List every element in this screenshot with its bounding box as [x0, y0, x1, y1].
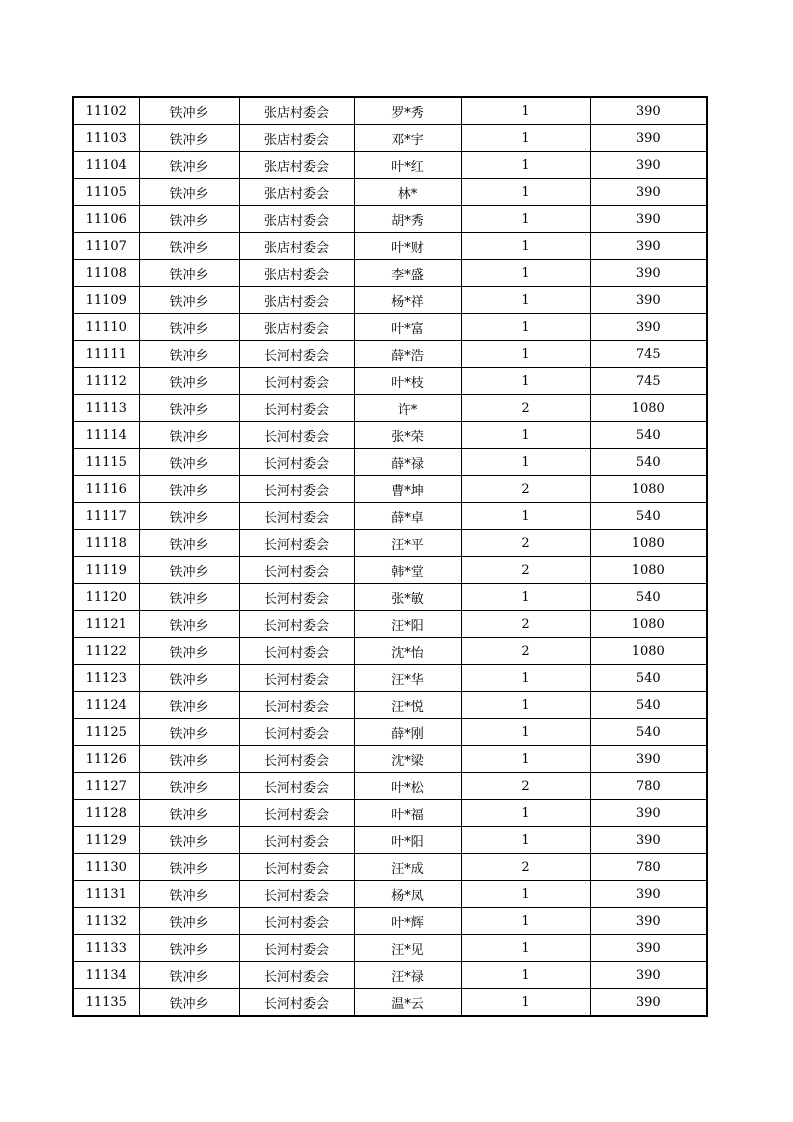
amount-cell: 540	[590, 692, 707, 719]
table-row	[73, 584, 707, 611]
table-row	[73, 557, 707, 584]
amount-cell: 540	[590, 422, 707, 449]
serial-number-cell: 11117	[73, 503, 139, 530]
count-cell: 1	[461, 584, 590, 611]
count-cell: 1	[461, 368, 590, 395]
count-cell: 1	[461, 827, 590, 854]
table-row	[73, 638, 707, 665]
village-committee-cell: 长河村委会	[239, 908, 354, 935]
amount-cell: 540	[590, 503, 707, 530]
village-committee-cell: 长河村委会	[239, 827, 354, 854]
amount-cell: 390	[590, 287, 707, 314]
township-cell: 铁冲乡	[139, 962, 239, 989]
name-cell: 叶*辉	[354, 908, 461, 935]
serial-number-cell: 11135	[73, 989, 139, 1017]
name-cell: 汪*禄	[354, 962, 461, 989]
township-cell: 铁冲乡	[139, 881, 239, 908]
count-cell: 2	[461, 395, 590, 422]
table-row	[73, 665, 707, 692]
name-cell: 温*云	[354, 989, 461, 1017]
table-row	[73, 746, 707, 773]
table-row	[73, 719, 707, 746]
table-row	[73, 260, 707, 287]
table-row	[73, 530, 707, 557]
name-cell: 薛*卓	[354, 503, 461, 530]
amount-cell: 390	[590, 935, 707, 962]
village-committee-cell: 长河村委会	[239, 395, 354, 422]
township-cell: 铁冲乡	[139, 206, 239, 233]
township-cell: 铁冲乡	[139, 287, 239, 314]
name-cell: 胡*秀	[354, 206, 461, 233]
name-cell: 叶*福	[354, 800, 461, 827]
name-cell: 汪*华	[354, 665, 461, 692]
amount-cell: 540	[590, 719, 707, 746]
serial-number-cell: 11120	[73, 584, 139, 611]
count-cell: 1	[461, 449, 590, 476]
name-cell: 罗*秀	[354, 97, 461, 125]
name-cell: 汪*阳	[354, 611, 461, 638]
name-cell: 叶*红	[354, 152, 461, 179]
count-cell: 1	[461, 179, 590, 206]
data-table	[72, 96, 708, 1017]
name-cell: 林*	[354, 179, 461, 206]
township-cell: 铁冲乡	[139, 989, 239, 1017]
name-cell: 叶*阳	[354, 827, 461, 854]
township-cell: 铁冲乡	[139, 314, 239, 341]
name-cell: 张*荣	[354, 422, 461, 449]
amount-cell: 540	[590, 665, 707, 692]
serial-number-cell: 11118	[73, 530, 139, 557]
table-row	[73, 773, 707, 800]
serial-number-cell: 11123	[73, 665, 139, 692]
name-cell: 曹*坤	[354, 476, 461, 503]
count-cell: 2	[461, 773, 590, 800]
serial-number-cell: 11116	[73, 476, 139, 503]
township-cell: 铁冲乡	[139, 503, 239, 530]
township-cell: 铁冲乡	[139, 125, 239, 152]
village-committee-cell: 长河村委会	[239, 692, 354, 719]
table-row	[73, 476, 707, 503]
serial-number-cell: 11111	[73, 341, 139, 368]
name-cell: 薛*浩	[354, 341, 461, 368]
village-committee-cell: 长河村委会	[239, 665, 354, 692]
village-committee-cell: 长河村委会	[239, 341, 354, 368]
table-row	[73, 206, 707, 233]
name-cell: 汪*成	[354, 854, 461, 881]
township-cell: 铁冲乡	[139, 341, 239, 368]
table-row	[73, 962, 707, 989]
amount-cell: 540	[590, 584, 707, 611]
table-row	[73, 449, 707, 476]
village-committee-cell: 长河村委会	[239, 854, 354, 881]
village-committee-cell: 张店村委会	[239, 97, 354, 125]
table-row	[73, 287, 707, 314]
count-cell: 1	[461, 314, 590, 341]
table-row	[73, 908, 707, 935]
township-cell: 铁冲乡	[139, 179, 239, 206]
count-cell: 1	[461, 800, 590, 827]
serial-number-cell: 11121	[73, 611, 139, 638]
village-committee-cell: 长河村委会	[239, 476, 354, 503]
count-cell: 2	[461, 611, 590, 638]
amount-cell: 1080	[590, 530, 707, 557]
count-cell: 1	[461, 881, 590, 908]
count-cell: 2	[461, 638, 590, 665]
serial-number-cell: 11128	[73, 800, 139, 827]
name-cell: 叶*富	[354, 314, 461, 341]
township-cell: 铁冲乡	[139, 260, 239, 287]
serial-number-cell: 11131	[73, 881, 139, 908]
township-cell: 铁冲乡	[139, 557, 239, 584]
table-row	[73, 422, 707, 449]
township-cell: 铁冲乡	[139, 773, 239, 800]
name-cell: 沈*梁	[354, 746, 461, 773]
name-cell: 李*盛	[354, 260, 461, 287]
serial-number-cell: 11122	[73, 638, 139, 665]
township-cell: 铁冲乡	[139, 665, 239, 692]
amount-cell: 1080	[590, 395, 707, 422]
village-committee-cell: 长河村委会	[239, 800, 354, 827]
table-row	[73, 503, 707, 530]
serial-number-cell: 11112	[73, 368, 139, 395]
township-cell: 铁冲乡	[139, 395, 239, 422]
township-cell: 铁冲乡	[139, 530, 239, 557]
table-row	[73, 692, 707, 719]
table-row	[73, 395, 707, 422]
serial-number-cell: 11132	[73, 908, 139, 935]
count-cell: 2	[461, 557, 590, 584]
count-cell: 1	[461, 692, 590, 719]
name-cell: 邓*宇	[354, 125, 461, 152]
name-cell: 薛*刚	[354, 719, 461, 746]
serial-number-cell: 11133	[73, 935, 139, 962]
name-cell: 汪*见	[354, 935, 461, 962]
serial-number-cell: 11126	[73, 746, 139, 773]
serial-number-cell: 11119	[73, 557, 139, 584]
amount-cell: 390	[590, 152, 707, 179]
count-cell: 1	[461, 719, 590, 746]
name-cell: 韩*堂	[354, 557, 461, 584]
table-row	[73, 611, 707, 638]
count-cell: 2	[461, 854, 590, 881]
village-committee-cell: 长河村委会	[239, 530, 354, 557]
village-committee-cell: 长河村委会	[239, 638, 354, 665]
amount-cell: 1080	[590, 611, 707, 638]
village-committee-cell: 长河村委会	[239, 422, 354, 449]
count-cell: 1	[461, 962, 590, 989]
serial-number-cell: 11102	[73, 97, 139, 125]
name-cell: 叶*财	[354, 233, 461, 260]
amount-cell: 390	[590, 908, 707, 935]
village-committee-cell: 长河村委会	[239, 557, 354, 584]
village-committee-cell: 张店村委会	[239, 287, 354, 314]
name-cell: 许*	[354, 395, 461, 422]
table-row	[73, 179, 707, 206]
table-row	[73, 341, 707, 368]
amount-cell: 1080	[590, 557, 707, 584]
name-cell: 汪*平	[354, 530, 461, 557]
village-committee-cell: 长河村委会	[239, 449, 354, 476]
township-cell: 铁冲乡	[139, 719, 239, 746]
serial-number-cell: 11105	[73, 179, 139, 206]
serial-number-cell: 11109	[73, 287, 139, 314]
count-cell: 1	[461, 341, 590, 368]
table-row	[73, 97, 707, 125]
amount-cell: 780	[590, 854, 707, 881]
township-cell: 铁冲乡	[139, 854, 239, 881]
name-cell: 杨*凤	[354, 881, 461, 908]
count-cell: 1	[461, 746, 590, 773]
township-cell: 铁冲乡	[139, 638, 239, 665]
name-cell: 汪*悦	[354, 692, 461, 719]
village-committee-cell: 长河村委会	[239, 368, 354, 395]
count-cell: 1	[461, 422, 590, 449]
township-cell: 铁冲乡	[139, 97, 239, 125]
amount-cell: 390	[590, 827, 707, 854]
table-row	[73, 854, 707, 881]
village-committee-cell: 长河村委会	[239, 881, 354, 908]
count-cell: 1	[461, 503, 590, 530]
township-cell: 铁冲乡	[139, 368, 239, 395]
count-cell: 1	[461, 935, 590, 962]
count-cell: 1	[461, 989, 590, 1017]
amount-cell: 1080	[590, 476, 707, 503]
serial-number-cell: 11107	[73, 233, 139, 260]
amount-cell: 390	[590, 800, 707, 827]
count-cell: 2	[461, 476, 590, 503]
name-cell: 叶*枝	[354, 368, 461, 395]
table-row	[73, 368, 707, 395]
serial-number-cell: 11134	[73, 962, 139, 989]
serial-number-cell: 11104	[73, 152, 139, 179]
count-cell: 1	[461, 97, 590, 125]
serial-number-cell: 11114	[73, 422, 139, 449]
serial-number-cell: 11124	[73, 692, 139, 719]
village-committee-cell: 长河村委会	[239, 746, 354, 773]
name-cell: 薛*禄	[354, 449, 461, 476]
village-committee-cell: 长河村委会	[239, 611, 354, 638]
amount-cell: 390	[590, 97, 707, 125]
village-committee-cell: 张店村委会	[239, 260, 354, 287]
village-committee-cell: 张店村委会	[239, 152, 354, 179]
serial-number-cell: 11115	[73, 449, 139, 476]
amount-cell: 390	[590, 881, 707, 908]
amount-cell: 390	[590, 206, 707, 233]
serial-number-cell: 11125	[73, 719, 139, 746]
amount-cell: 390	[590, 962, 707, 989]
village-committee-cell: 张店村委会	[239, 206, 354, 233]
village-committee-cell: 长河村委会	[239, 989, 354, 1017]
amount-cell: 745	[590, 341, 707, 368]
amount-cell: 780	[590, 773, 707, 800]
table-row	[73, 827, 707, 854]
count-cell: 2	[461, 530, 590, 557]
amount-cell: 390	[590, 746, 707, 773]
serial-number-cell: 11110	[73, 314, 139, 341]
amount-cell: 745	[590, 368, 707, 395]
township-cell: 铁冲乡	[139, 746, 239, 773]
amount-cell: 390	[590, 125, 707, 152]
village-committee-cell: 长河村委会	[239, 719, 354, 746]
township-cell: 铁冲乡	[139, 449, 239, 476]
village-committee-cell: 长河村委会	[239, 503, 354, 530]
serial-number-cell: 11129	[73, 827, 139, 854]
name-cell: 叶*松	[354, 773, 461, 800]
name-cell: 张*敏	[354, 584, 461, 611]
amount-cell: 390	[590, 260, 707, 287]
township-cell: 铁冲乡	[139, 476, 239, 503]
table-row	[73, 989, 707, 1017]
serial-number-cell: 11113	[73, 395, 139, 422]
count-cell: 1	[461, 260, 590, 287]
township-cell: 铁冲乡	[139, 611, 239, 638]
township-cell: 铁冲乡	[139, 827, 239, 854]
village-committee-cell: 张店村委会	[239, 314, 354, 341]
count-cell: 1	[461, 152, 590, 179]
table-row	[73, 935, 707, 962]
count-cell: 1	[461, 125, 590, 152]
table-row	[73, 152, 707, 179]
name-cell: 杨*祥	[354, 287, 461, 314]
table-row	[73, 881, 707, 908]
township-cell: 铁冲乡	[139, 800, 239, 827]
village-committee-cell: 长河村委会	[239, 584, 354, 611]
amount-cell: 390	[590, 179, 707, 206]
amount-cell: 390	[590, 314, 707, 341]
village-committee-cell: 张店村委会	[239, 125, 354, 152]
serial-number-cell: 11108	[73, 260, 139, 287]
village-committee-cell: 长河村委会	[239, 962, 354, 989]
count-cell: 1	[461, 908, 590, 935]
serial-number-cell: 11103	[73, 125, 139, 152]
township-cell: 铁冲乡	[139, 908, 239, 935]
name-cell: 沈*怡	[354, 638, 461, 665]
township-cell: 铁冲乡	[139, 692, 239, 719]
amount-cell: 390	[590, 989, 707, 1017]
village-committee-cell: 张店村委会	[239, 179, 354, 206]
table-row	[73, 800, 707, 827]
table-row	[73, 314, 707, 341]
count-cell: 1	[461, 206, 590, 233]
table-row	[73, 233, 707, 260]
township-cell: 铁冲乡	[139, 935, 239, 962]
count-cell: 1	[461, 233, 590, 260]
count-cell: 1	[461, 665, 590, 692]
serial-number-cell: 11130	[73, 854, 139, 881]
village-committee-cell: 长河村委会	[239, 773, 354, 800]
township-cell: 铁冲乡	[139, 422, 239, 449]
serial-number-cell: 11106	[73, 206, 139, 233]
township-cell: 铁冲乡	[139, 233, 239, 260]
township-cell: 铁冲乡	[139, 584, 239, 611]
table-row	[73, 125, 707, 152]
village-committee-cell: 长河村委会	[239, 935, 354, 962]
township-cell: 铁冲乡	[139, 152, 239, 179]
amount-cell: 540	[590, 449, 707, 476]
amount-cell: 1080	[590, 638, 707, 665]
serial-number-cell: 11127	[73, 773, 139, 800]
village-committee-cell: 张店村委会	[239, 233, 354, 260]
amount-cell: 390	[590, 233, 707, 260]
count-cell: 1	[461, 287, 590, 314]
